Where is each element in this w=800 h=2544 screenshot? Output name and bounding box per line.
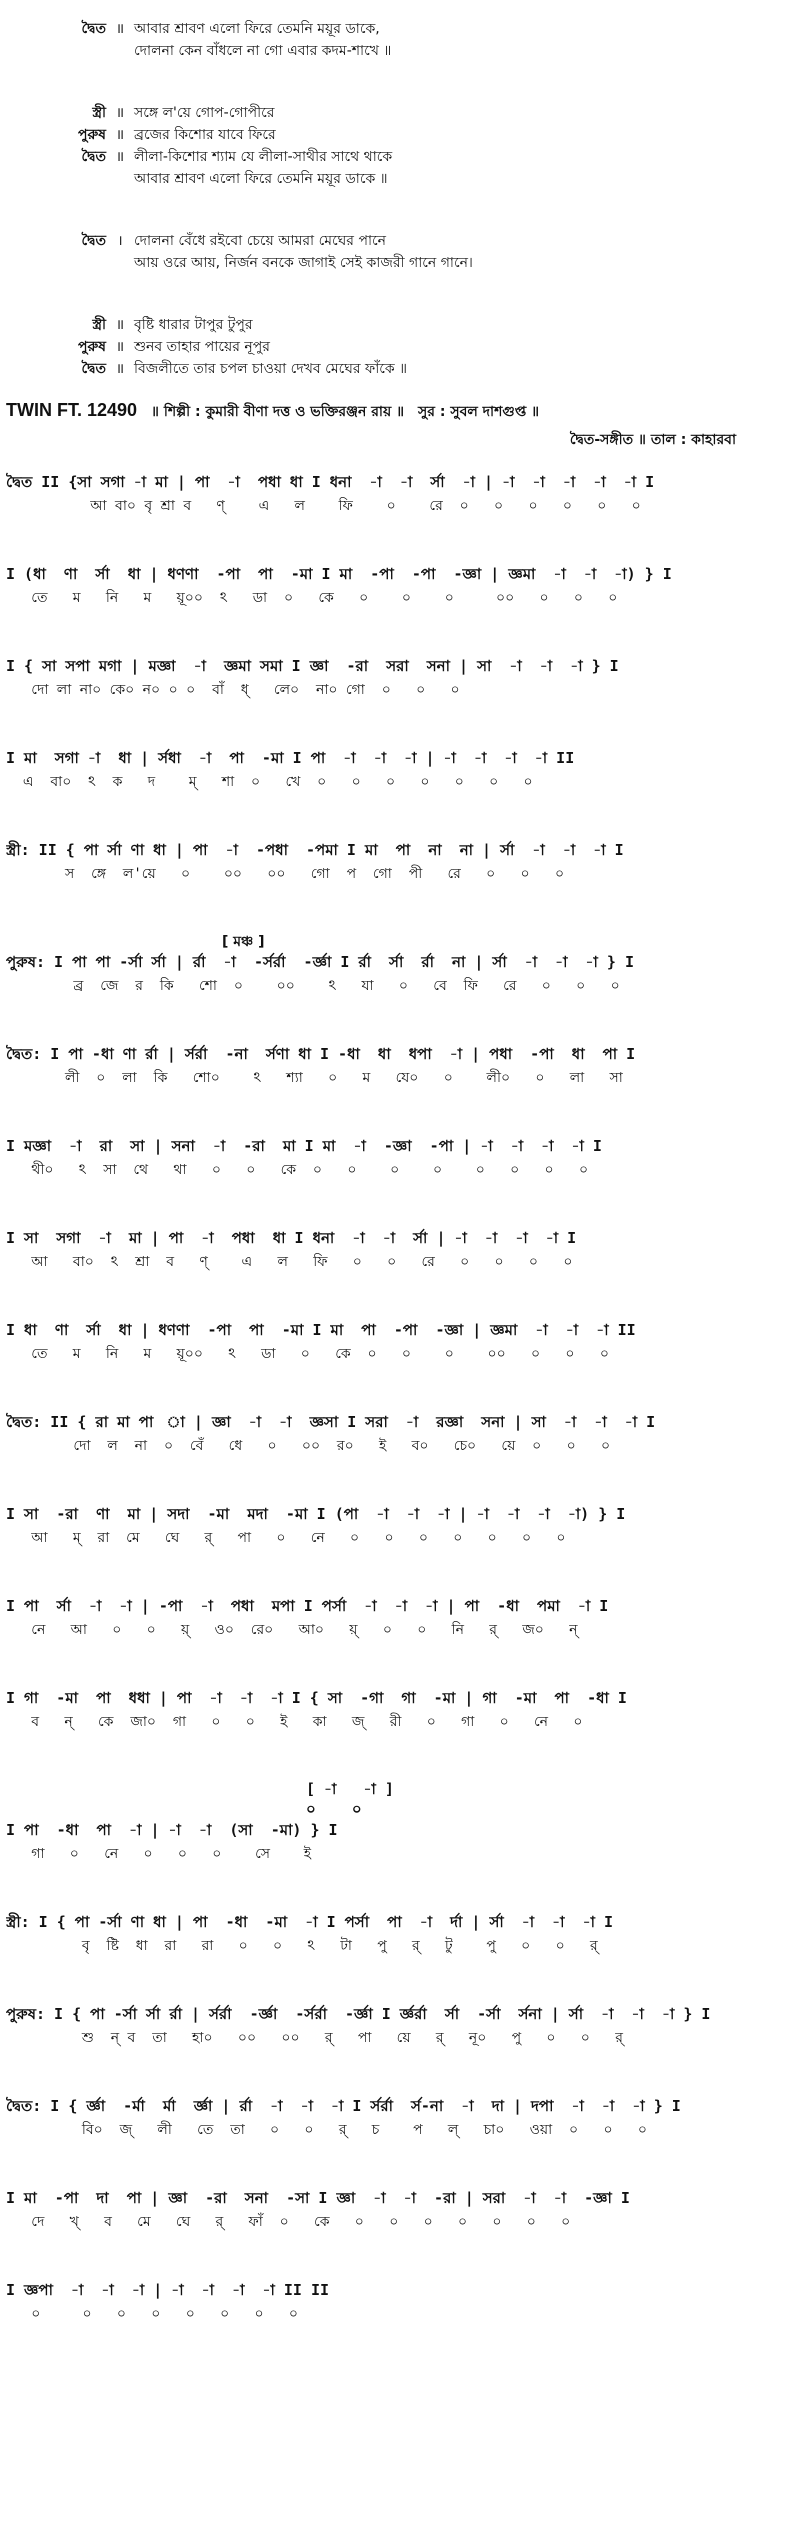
syllables-row: স ঙ্গে ল'য়ে ০ ০০ ০০ গো প গো পী রে ০ ০ ০ [6,866,565,882]
notation-block [6,1910,796,1958]
syllables-row: আ ম্ রা মে ঘে র্ পা ০ নে ০ ০ ০ ০ ০ ০ ০ [6,1530,566,1546]
lyric-text: শুনব তাহার পায়ের নূপুর [134,339,270,355]
notes-row: I পা -ধা পা -া | -া -া (সা -মা) } I [6,1821,338,1839]
notes-row: পুরুষ: I পা পা -র্সা র্সা | র্রা -া -র্সর্রা -র্জ্ঞা I র্রা র্সা র্রা না | র্সা -া -া -া } I [6,953,635,971]
syllables-row: গা ০ নে ০ ০ ০ সে ই [6,1846,312,1862]
syllables-row: লী ০ লা কি শো০ ঽ শ্যা ০ ম যে০ ০ লী০ ০ লা সা [6,1070,623,1086]
notation-block [6,2094,796,2142]
notes-row: I মজ্ঞা -া রা সা | সনা -া -রা মা I মা -া -জ্ঞা -পা | -া -া -া -া I [6,1137,602,1155]
record-artists: ॥ শিল্পী : কুমারী বীণা দত্ত ও ভক্তিরঞ্জন রায় ॥ [151,404,405,420]
notes-row: I { সা সপা মগা | মজ্ঞা -া জ্ঞমা সমা I জ্ঞা -রা সরা সনা | সা -া -া -া } I [6,657,619,675]
notation-block [6,1134,796,1182]
notes-row: I পা র্সা -া -া | -পা -া পধা মপা I পর্সা -া -া -া | পা -ধা পমা -া I [6,1597,609,1615]
syllables-row: নে আ ০ ০ য়্ ও০ রে০ আ০ য়্ ০ ০ নি র্ জ০ ন্ [6,1622,578,1638]
lyric-stanza [58,18,758,62]
notation-block [6,1594,796,1642]
lyric-line [58,18,758,40]
lyrics-section [58,18,758,420]
notes-row: স্ত্রী: II { পা র্সা ণা ধা | পা -া -পধা -পমা I মা পা না না | র্সা -া -া -া I [6,841,624,859]
lyric-text: আয় ওরে আয়, নির্জন বনকে জাগাই সেই কাজরী গানে গানে। [134,255,473,271]
syllables-row: বৃ ষ্টি ধা রা রা ০ ০ ঽ টা পু র্ টু পু ০ ০ র্ [6,1938,598,1954]
lyric-stanza [58,314,758,380]
swaralipi-notation [6,470,796,2370]
separator-mark: ॥ [115,149,125,165]
notation-block [6,2278,796,2326]
separator-mark: ॥ [115,105,125,121]
lyric-text: লীলা-কিশোর শ্যাম যে লীলা-সাথীর সাথে থাকে [134,149,393,165]
notes-row: I জ্ঞপা -া -া -া | -া -া -া -া II II [6,2281,330,2299]
notation-block [6,654,796,702]
lyric-line [58,102,758,124]
notation-block [6,1686,796,1734]
notes-row: I সা -রা ণা মা | সদা -মা মদা -মা I (পা -া -া -া | -া -া -া -া) } I [6,1505,626,1523]
lyric-stanza [58,230,758,274]
lyric-text: বৃষ্টি ধারার টাপুর টুপুর [134,317,253,333]
record-style-tala: দ্বৈত-সঙ্গীত ॥ তাল : কাহারবা [569,432,736,448]
notation-block [6,470,796,518]
lyric-line [58,336,758,358]
notes-row: দ্বৈত: I { র্জ্ঞা -র্মা র্মা র্জ্ঞা | র্রা -া -া -া I র্সর্রা র্স-না -া দা | দপা -া -া -া } I [6,2097,681,2115]
separator-mark: ॥ [115,21,125,37]
lyric-text: দোলনা বেঁধে রইবো চেয়ে আমরা মেঘের পানে [134,233,386,249]
separator-mark: ॥ [115,317,125,333]
singer-label: দ্বৈত [81,233,106,249]
notation-block [6,1778,796,1866]
syllables-row: তে ম নি ম য়ূ০০ ঽ ডা ০ কে ০ ০ ০ ০০ ০ ০ ০ [6,590,618,606]
notes-row: দ্বৈত: I পা -ধা ণা র্রা | র্সর্রা -না র্সণা ধা I -ধা ধা ধপা -া | পধা -পা ধা পা I [6,1045,636,1063]
syllables-row: ব ন্ কে জা০ গা ০ ০ ই কা জ্ রী ০ গা ০ নে ০ [6,1714,583,1730]
notation-block [6,838,796,886]
singer-label: দ্বৈত [81,21,106,37]
syllables-row: শু ন্‌ ব তা হা০ ০০ ০০ র্ পা য়ে র্ নূ০ পু ০ ০ র্ [6,2030,623,2046]
notes-row: I গা -মা পা ধধা | পা -া -া -া I { সা -গা গা -মা | গা -মা পা -ধা I [6,1689,627,1707]
singer-label: স্ত্রী [92,105,106,121]
notation-block [6,930,796,998]
notation-block [6,2186,796,2234]
lyric-line [58,146,758,168]
record-composer: সুর : সুবল দাশগুপ্ত ॥ [418,404,540,420]
notes-row: I (ধা ণা র্সা ধা | ধণণা -পা পা -মা I মা -পা -পা -জ্ঞা | জ্ঞমা -া -া -া) } I [6,565,672,583]
syllables-row: দে খ্ ব মে ঘে র্ ফাঁ ০ কে ০ ০ ০ ০ ০ ০ ০ [6,2214,571,2230]
lyric-text: বিজলীতে তার চপল চাওয়া দেখব মেঘের ফাঁকে ॥ [134,361,408,377]
singer-label: স্ত্রী [92,317,106,333]
singer-label: পুরুষ [78,127,106,143]
notation-block [6,1226,796,1274]
lyric-line [58,358,758,380]
notes-row: পুরুষ: I { পা -র্সা র্সা র্রা | র্সর্রা -র্জ্ঞা -র্সর্রা -র্জ্ঞা I র্জ্ঞর্রা র্সা -র্সা র্সনা | র্সা -া -া -া } I [6,2005,711,2023]
separator-mark: ॥ [115,361,125,377]
lyric-stanza [58,102,758,190]
notation-block [6,1318,796,1366]
notes-row: I মা -পা দা পা | জ্ঞা -রা সনা -সা I জ্ঞা -া -া -রা | সরা -া -া -জ্ঞা I [6,2189,630,2207]
syllables-row: তে ম নি ম য়ূ০০ ঽ ডা ০ কে ০ ০ ০ ০০ ০ ০ ০ [6,1346,609,1362]
lyric-line [58,252,758,274]
record-number: TWIN FT. 12490 [6,400,138,420]
lyric-line [58,168,758,190]
notes-row: দ্বৈত II {সা সগা -া মা | পা -া পধা ধা I ধনা -া -া র্সা -া | -া -া -া -া -া I [6,473,655,491]
lyric-text: আবার শ্রাবণ এলো ফিরে তেমনি ময়ূর ডাকে ॥ [134,171,388,187]
lyric-line [58,124,758,146]
lyric-line [58,230,758,252]
notes-row: I ধা ণা র্সা ধা | ধণণা -পা পা -মা I মা পা -পা -জ্ঞা | জ্ঞমা -া -া -া II [6,1321,636,1339]
separator-mark: ॥ [115,127,125,143]
lyric-text: ব্রজের কিশোর যাবে ফিরে [134,127,276,143]
syllables-row: আ বা০ ঽ শ্রা ব ণ্ এ ল ফি ০ ০ রে ০ ০ ০ ০ [6,1254,573,1270]
syllables-row: দো লা না০ কে০ ন০ ০ ০ বাঁ ধ্ লে০ না০ গো ০ ০ ০ [6,682,460,698]
notes-row: স্ত্রী: I { পা -র্সা ণা ধা | পা -ধা -মা -া I পর্সা পা -া র্দা | র্সা -া -া -া I [6,1913,614,1931]
lyric-text: দোলনা কেন বাঁধলে না গো এবার কদম-শাখে ॥ [134,43,392,59]
notation-block [6,1410,796,1458]
notes-row: I মা সগা -া ধা | র্সধা -া পা -মা I পা -া -া -া | -া -া -া -া II [6,749,575,767]
record-info [6,400,796,452]
singer-label: দ্বৈত [81,149,106,165]
notation-block [6,746,796,794]
notation-block [6,2002,796,2050]
separator-mark: ॥ [115,339,125,355]
syllables-row: আ বা০ বৃ শ্রা ব ণ্ এ ল ফি ০ রে ০ ০ ০ ০ ০ ০ [6,498,641,514]
notation-block [6,1042,796,1090]
notes-row: I সা সগা -া মা | পা -া পধা ধা I ধনা -া -া র্সা | -া -া -া -া I [6,1229,577,1247]
notes-row: দ্বৈত: II { রা মা পা া | জ্ঞা -া -া জ্ঞসা I সরা -া রজ্ঞা সনা | সা -া -া -া I [6,1413,656,1431]
separator-mark: । [117,233,123,249]
alternate-syllables: ০ ০ [306,1800,362,1818]
syllables-row: এ বা০ ঽ ক দ ম্ শা ০ খে ০ ০ ০ ০ ০ ০ ০ [6,774,533,790]
alternate-notes: [ -া -া ] [306,1780,394,1798]
syllables-row: ব্র জে র কি শো ০ ০০ ঽ যা ০ বে ফি রে ০ ০ ০ [6,978,620,994]
section-marker: [ মঞ্চ ] [222,934,265,950]
notation-block [6,1502,796,1550]
syllables-row: দো ল না ০ বেঁ ধে ০ ০০ র০ ই ব০ চে০ য়ে ০ ০ ০ [6,1438,611,1454]
lyric-line [58,40,758,62]
singer-label: দ্বৈত [81,361,106,377]
syllables-row: বি০ জ্ লী তে তা ০ ০ র্ চ প ল্ চা০ ওয়া ০ ০ ০ [6,2122,647,2138]
lyric-text: সঙ্গে ল'য়ে গোপ-গোপীরে [134,105,275,121]
singer-label: পুরুষ [78,339,106,355]
syllables-row: ০ ০ ০ ০ ০ ০ ০ ০ [6,2306,298,2322]
notation-block [6,562,796,610]
lyric-line [58,314,758,336]
syllables-row: থী০ ঽ সা থে থা ০ ০ কে ০ ০ ০ ০ ০ ০ ০ ০ [6,1162,589,1178]
lyric-text: আবার শ্রাবণ এলো ফিরে তেমনি ময়ূর ডাকে, [134,21,380,37]
